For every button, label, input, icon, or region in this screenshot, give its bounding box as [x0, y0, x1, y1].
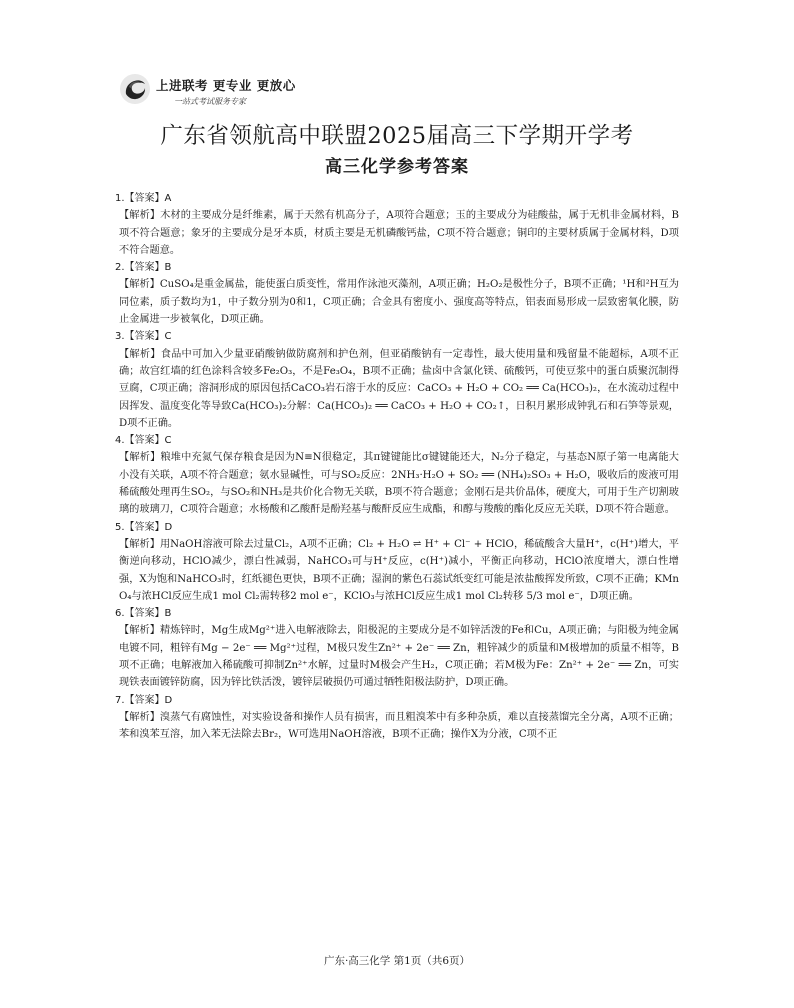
page-title: 广东省领航高中联盟2025届高三下学期开学考	[160, 123, 634, 149]
question-answer: 4.【答案】C	[115, 435, 172, 447]
page-subtitle: 高三化学参考答案	[325, 157, 469, 177]
question-answer: 1.【答案】A	[115, 193, 172, 204]
question-item	[115, 605, 679, 691]
question-item	[115, 519, 679, 605]
question-item	[115, 692, 679, 744]
question-analysis: 【解析】精炼锌时，Mg生成Mg²⁺进入电解液除去，阳极泥的主要成分是不如锌活泼的Fe和Cu，A项正确；与阳极为纯金属电镀不同，粗锌有Mg − 2e⁻ ══ Mg²⁺过程，M极只发生Zn²⁺ + 2e⁻ ══ Zn，粗锌减少的质量和M极增加的质量不相等，B项不正确；电解液加入稀硫酸可抑制Zn²⁺水解，过量时M极会产生H₂，C项正确；若M极为Fe：Zn²⁺ + 2e⁻ ══ Zn，可实现铁表面镀锌防腐，因为锌比铁活泼，镀锌层破损仍可通过牺牲阳极法防护，D项正确。	[119, 625, 679, 689]
question-item	[115, 432, 679, 518]
logo-slogan: 上进联考 更专业 更放心	[156, 78, 296, 93]
question-analysis: 【解析】CuSO₄是重金属盐，能使蛋白质变性，常用作泳池灭藻剂，A项正确；H₂O₂是极性分子，B项不正确；¹H和²H互为同位素，质子数均为1，中子数分别为0和1，C项正确；合金具有密度小、强度高等特点，铝表面易形成一层致密氧化膜，防止金属进一步被氧化，D项正确。	[119, 279, 679, 326]
swirl-logo-icon	[118, 72, 152, 106]
question-analysis: 【解析】食品中可加入少量亚硝酸钠做防腐剂和护色剂，但亚硝酸钠有一定毒性，最大使用量和残留量不能超标，A项不正确；故宫红墙的红色涂料含较多Fe₂O₃，不是Fe₃O₄，B项不正确；盐卤中含氯化镁、硫酸钙，可使豆浆中的蛋白质聚沉制得豆腐，C项正确；溶洞形成的原因包括CaCO₃岩石溶于水的反应：CaCO₃ + H₂O + CO₂ ══ Ca(HCO₃)₂，在水流动过程中因挥发、温度变化等导致Ca(HCO₃)₂分解：Ca(HCO₃)₂ ══ CaCO₃ + H₂O + CO₂↑，日积月累形成钟乳石和石笋等景观，D项不正确。	[119, 348, 679, 429]
page-footer: 广东·高三化学 第1页（共6页）	[323, 955, 471, 967]
logo-subtitle: 一站式考试服务专家	[174, 97, 246, 106]
question-item	[115, 259, 679, 328]
question-item	[115, 328, 679, 432]
question-answer: 5.【答案】D	[115, 521, 173, 533]
question-analysis: 【解析】粮堆中充氮气保存粮食是因为N≡N很稳定，其π键键能比σ键键能还大，N₂分子稳定，与基态N原子第一电离能大小没有关联，A项不符合题意；氨水显碱性，可与SO₂反应：2NH₃·H₂O + SO₂ ══ (NH₄)₂SO₃ + H₂O，吸收后的废液可用稀硫酸处理再生SO₂，与SO₂和NH₃是共价化合物无关联，B项不符合题意；金刚石是共价晶体，硬度大，可用于生产切割玻璃的玻璃刀，C项符合题意；水杨酸和乙酸酐是酚羟基与酸酐反应生成酯，和醇与羧酸的酯化反应无关联，D项不符合题意。	[119, 452, 679, 516]
answer-content	[115, 190, 679, 744]
brand-logo	[118, 70, 338, 112]
question-analysis: 【解析】溴蒸气有腐蚀性，对实验设备和操作人员有损害，而且粗溴苯中有多种杂质，难以直接蒸馏完全分离，A项不正确；苯和溴苯互溶，加入苯无法除去Br₂，W可选用NaOH溶液，B项不正确；操作X为分液，C项不正	[119, 711, 679, 741]
question-answer: 2.【答案】B	[115, 262, 172, 274]
question-answer: 3.【答案】C	[115, 331, 172, 343]
question-answer: 7.【答案】D	[115, 694, 173, 706]
question-analysis: 【解析】木材的主要成分是纤维素，属于天然有机高分子，A项符合题意；玉的主要成分为硅酸盐，属于无机非金属材料，B项不符合题意；象牙的主要成分是牙本质，材质主要是无机磷酸钙盐，C项不符合题意；铜印的主要材质属于金属材料，D项不符合题意。	[119, 210, 679, 256]
question-item	[115, 190, 679, 259]
question-answer: 6.【答案】B	[115, 608, 172, 620]
question-analysis: 【解析】用NaOH溶液可除去过量Cl₂，A项不正确；Cl₂ + H₂O ⇌ H⁺ + Cl⁻ + HClO，稀硫酸含大量H⁺，c(H⁺)增大，平衡逆向移动，HClO减少，漂白性减弱，NaHCO₃可与H⁺反应，c(H⁺)减小，平衡正向移动，HClO浓度增大，漂白性增强，X为饱和NaHCO₃时，红纸褪色更快，B项不正确；湿润的紫色石蕊试纸变红可能是浓盐酸挥发所致，C项不正确；KMnO₄与浓HCl反应生成1 mol Cl₂需转移2 mol e⁻，KClO₃与浓HCl反应生成1 mol Cl₂转移 5/3 mol e⁻，D项正确。	[119, 538, 679, 602]
